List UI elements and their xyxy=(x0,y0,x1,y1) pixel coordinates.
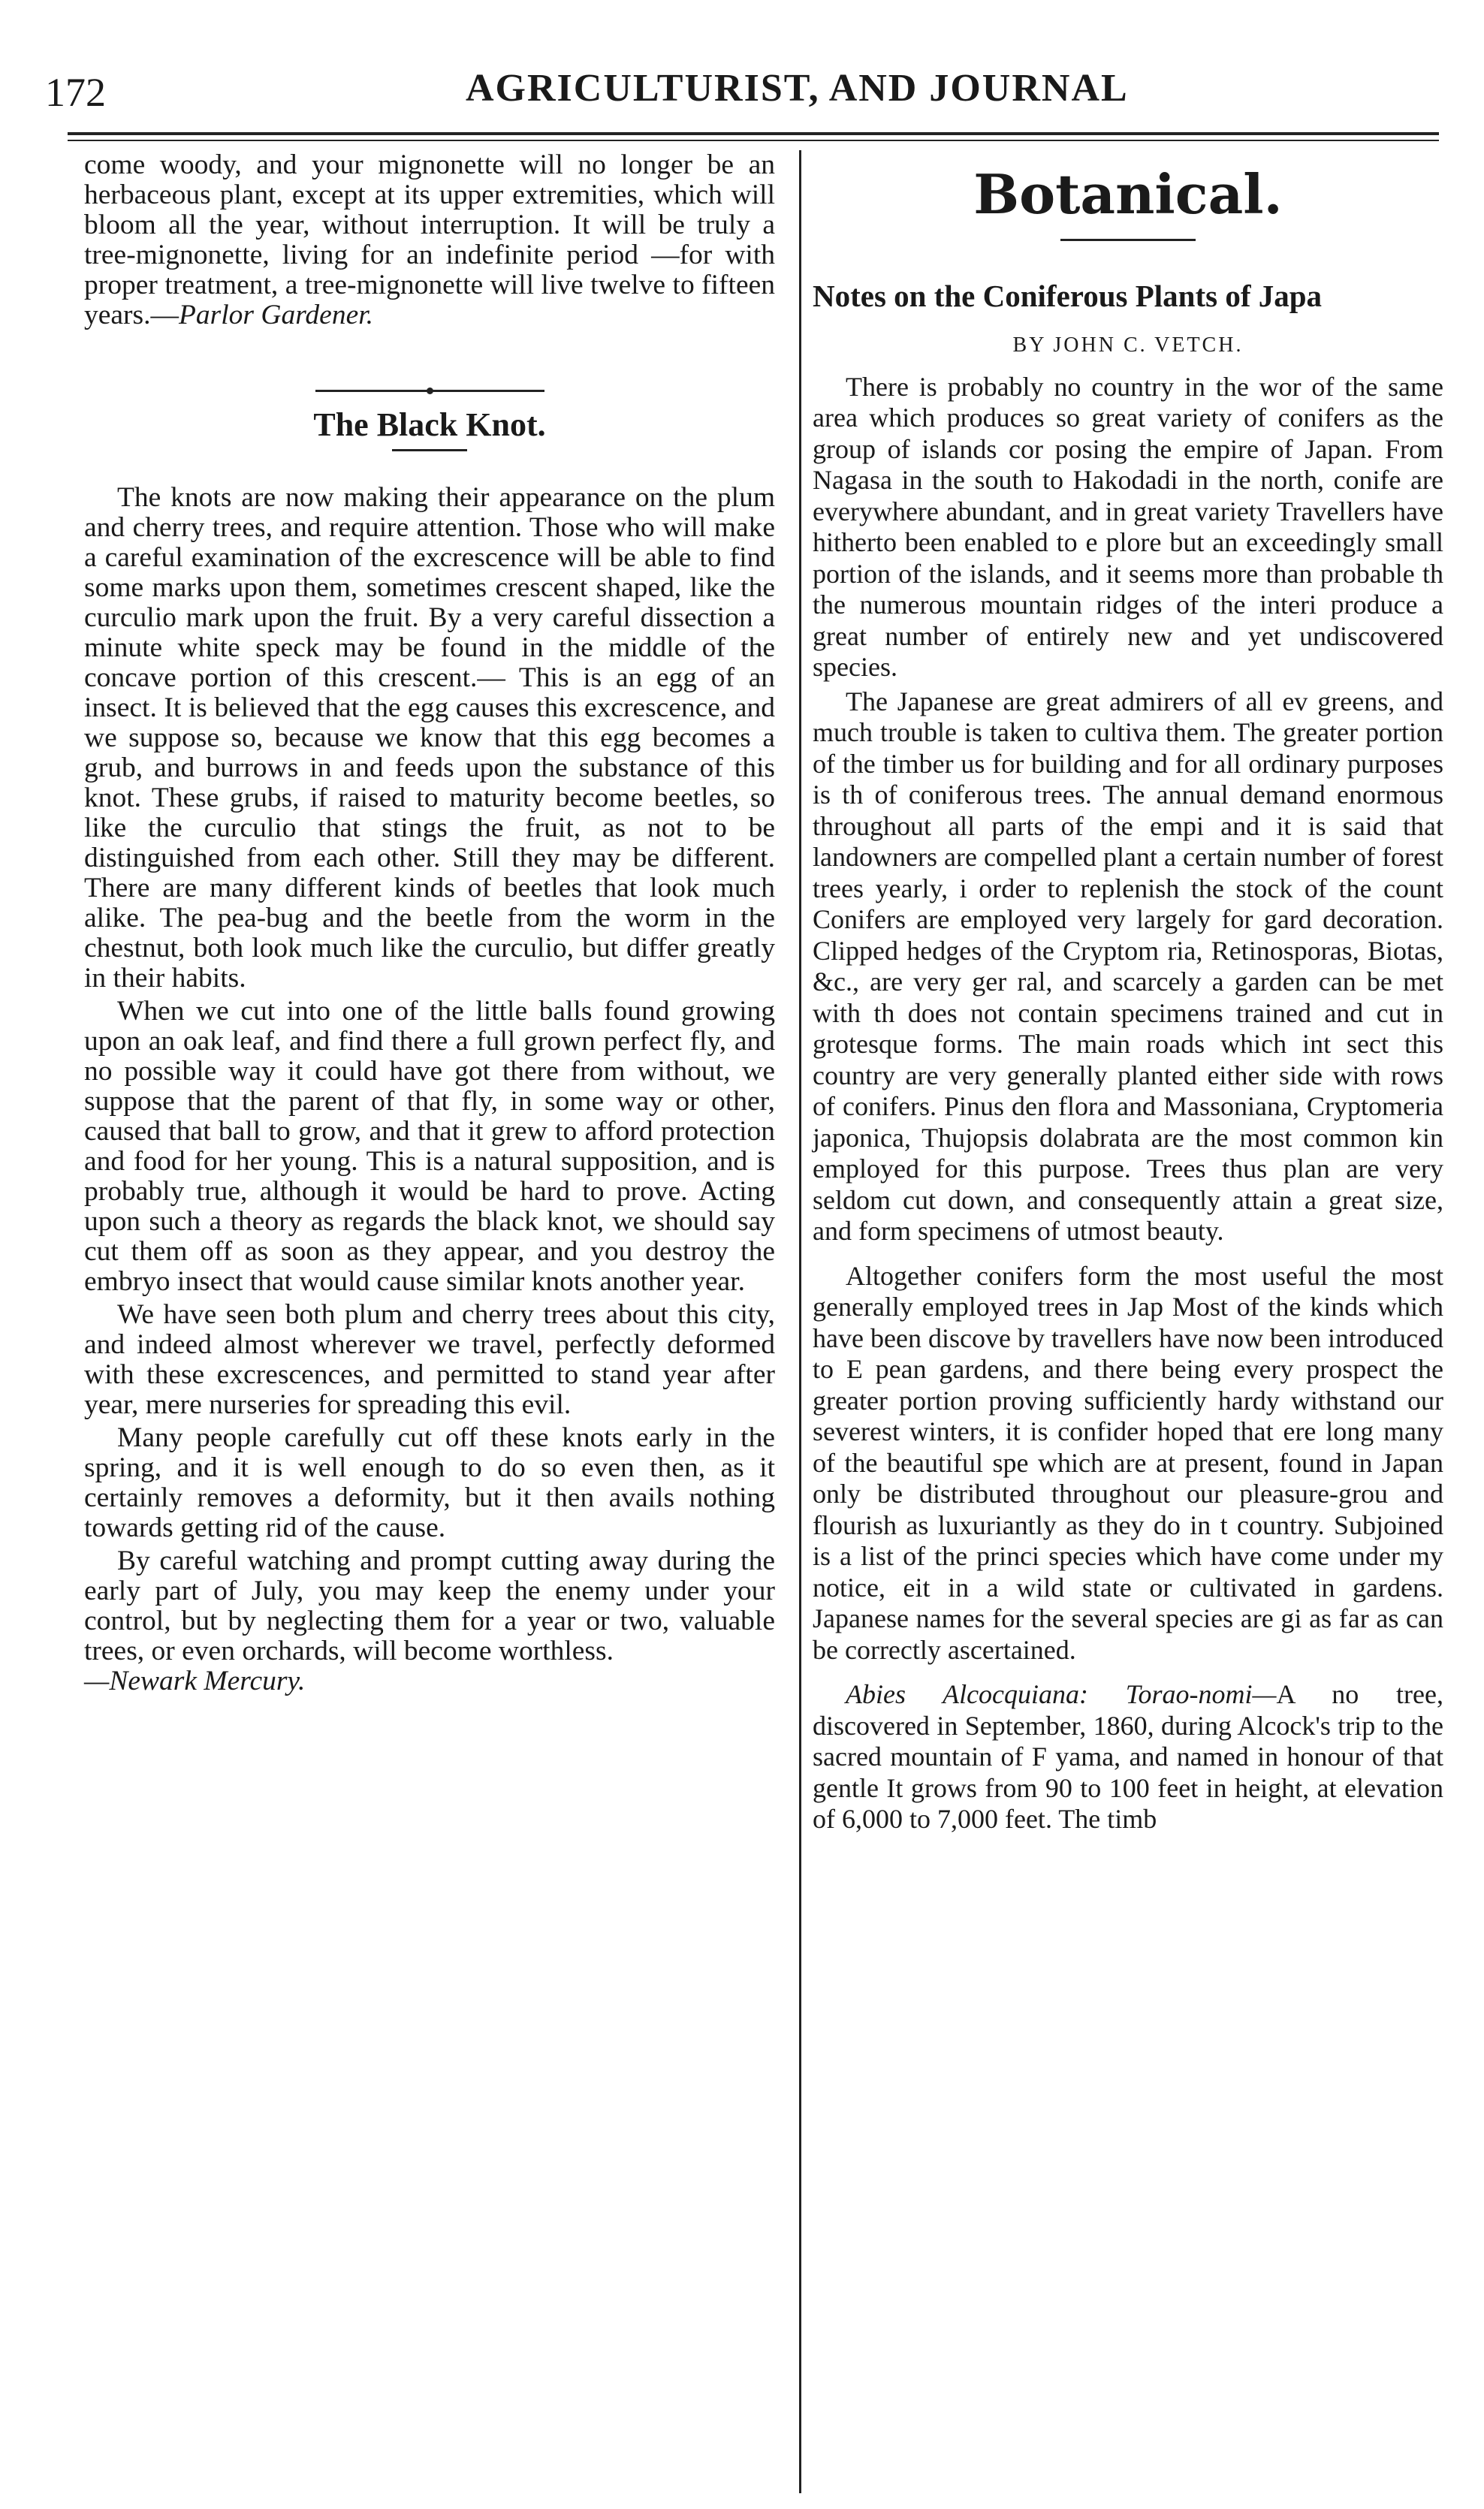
header-rule xyxy=(68,132,1439,135)
article-paragraph: By careful watching and prompt cutting away during the early part of July, you may keep the enemy under your control, but by neglecting them for a year or two, valuable trees, or even orchards, will become worthless. —Newark Mercury. xyxy=(84,1546,775,1696)
left-column xyxy=(84,150,775,1696)
section-rule xyxy=(1060,239,1196,241)
article-separator xyxy=(84,374,775,383)
running-head: AGRICULTURIST, AND JOURNAL xyxy=(466,67,1129,110)
article-paragraph: There is probably no country in the wor of the same area which produces so great variety of conifers as the group of islands cor posing the empire of Japan. From Nagasa in the south to Hakodadi in the north, conife are everywhere abundant, and in great variety Travellers have hitherto been enabled to e plore but an exceedingly small portion of the islands, and it seems more than probable th the numerous mountain ridges of the interi produce a great number of entirely new and yet undiscovered species. xyxy=(813,371,1443,682)
title-rule xyxy=(392,449,467,451)
header-rule-thin xyxy=(68,140,1439,141)
intro-credit: Parlor Gardener. xyxy=(179,300,374,330)
right-column xyxy=(813,150,1443,1835)
article-paragraph: We have seen both plum and cherry trees about this city, and indeed almost wherever we travel, perfectly deformed with these excrescences, and permitted to stand year after year, mere nurseries for spreading this evil. xyxy=(84,1299,775,1420)
article-paragraph: Abies Alcocquiana: Torao-nomi—A no tree, discovered in September, 1860, during Alcock's trip to the sacred mountain of F yama, and named in honour of that gentle It grows from 90 to 100 feet in height, at elevation of 6,000 to 7,000 feet. The timb xyxy=(813,1679,1443,1834)
column-divider xyxy=(799,150,801,2493)
species-name: Abies Alcocquiana: Torao-nomi— xyxy=(846,1679,1277,1709)
article-paragraph: The knots are now making their appearance on the plum and cherry trees, and require attention. Those who will make a careful examination of the excrescence will be able to find some marks upon them, sometimes crescent shaped, like the curculio mark upon the fruit. By a very careful dissection a minute white speck may be found in the middle of the concave portion of this crescent.— This is an egg of an insect. It is believed that the egg causes this excrescence, and we suppose so, because we know that this egg becomes a grub, and burrows in and feeds upon the substance of this knot. These grubs, if raised to maturity become beetles, so like the curculio that stings the fruit, as not to be distinguished from each other. Still they may be different. There are many different kinds of beetles that look much alike. The pea-bug and the beetle from the worm in the chestnut, both look much like the curculio, but differ greatly in their habits. xyxy=(84,482,775,994)
byline: BY JOHN C. VETCH. xyxy=(1012,333,1244,357)
intro-paragraph: come woody, and your mignonette will no longer be an herbaceous plant, except at its upper extremities, which will bloom all the year, without interruption. It will be truly a tree-mignonette, living for an indefinite period —for with proper treatment, a tree-mignonette will live twelve to fifteen years.—Parlor Gardener. xyxy=(84,149,775,330)
article-title: Notes on the Coniferous Plants of Japa xyxy=(813,279,1323,313)
page-number: 172 xyxy=(45,70,106,115)
article-paragraph: The Japanese are great admirers of all ev greens, and much trouble is taken to cultiva them. The greater portion of the timber us for building and for all ordinary purposes is th of coniferous trees. The annual demand enormous throughout all parts of the empi and it is said that landowners are compelled plant a certain number of forest trees yearly, i order to replenish the stock of the count Conifers are employed very largely for gard decoration. Clipped hedges of the Cryptom ria, Retinosporas, Biotas, &c., are very ger ral, and scarcely a garden can be met with th does not contain specimens trained and cut in grotesque forms. The main roads which int sect this country are very generally planted either side with rows of conifers. Pinus den flora and Massoniana, Cryptomeria japonica, Thujopsis dolabrata are the most common kin employed for this purpose. Trees thus plan are very seldom cut down, and consequently attain a great size, and form specimens of utmost beauty. xyxy=(813,686,1443,1246)
article-paragraph: Many people carefully cut off these knots early in the spring, and it is well enough to do so even then, as it certainly removes a deformity, but it then avails nothing towards getting rid of the cause. xyxy=(84,1422,775,1543)
article-credit: —Newark Mercury. xyxy=(84,1666,306,1696)
section-title: Botanical. xyxy=(973,162,1283,226)
article-paragraph: When we cut into one of the little balls found growing upon an oak leaf, and find there a full grown perfect fly, and no possible way it could have got there from without, we suppose that the parent of that fly, in some way or other, caused that ball to grow, and that it grew to afford protection and food for her young. This is a natural supposition, and is probably true, although it would be hard to prove. Acting upon such a theory as regards the black knot, we should say cut them off as soon as they appear, and you destroy the embryo insect that would cause similar knots another year. xyxy=(84,996,775,1297)
article-title: The Black Knot. xyxy=(313,406,546,443)
article-paragraph: Altogether conifers form the most useful the most generally employed trees in Jap Most of the kinds which have been discove by travellers have now been introduced to E pean gardens, and there being every prospect the greater portion proving sufficiently hardy withstand our severest winters, it is confider hoped that ere long many of the beautiful spe which are at present, found in Japan only be distributed throughout our pleasure-grou and flourish as luxuriantly as they do in t country. Subjoined is a list of the princi species which have come under my notice, eit in a wild state or cultivated in gardens. Japanese names for the several species are gi as far as can be correctly ascertained. xyxy=(813,1260,1443,1665)
page-header xyxy=(45,62,1439,129)
